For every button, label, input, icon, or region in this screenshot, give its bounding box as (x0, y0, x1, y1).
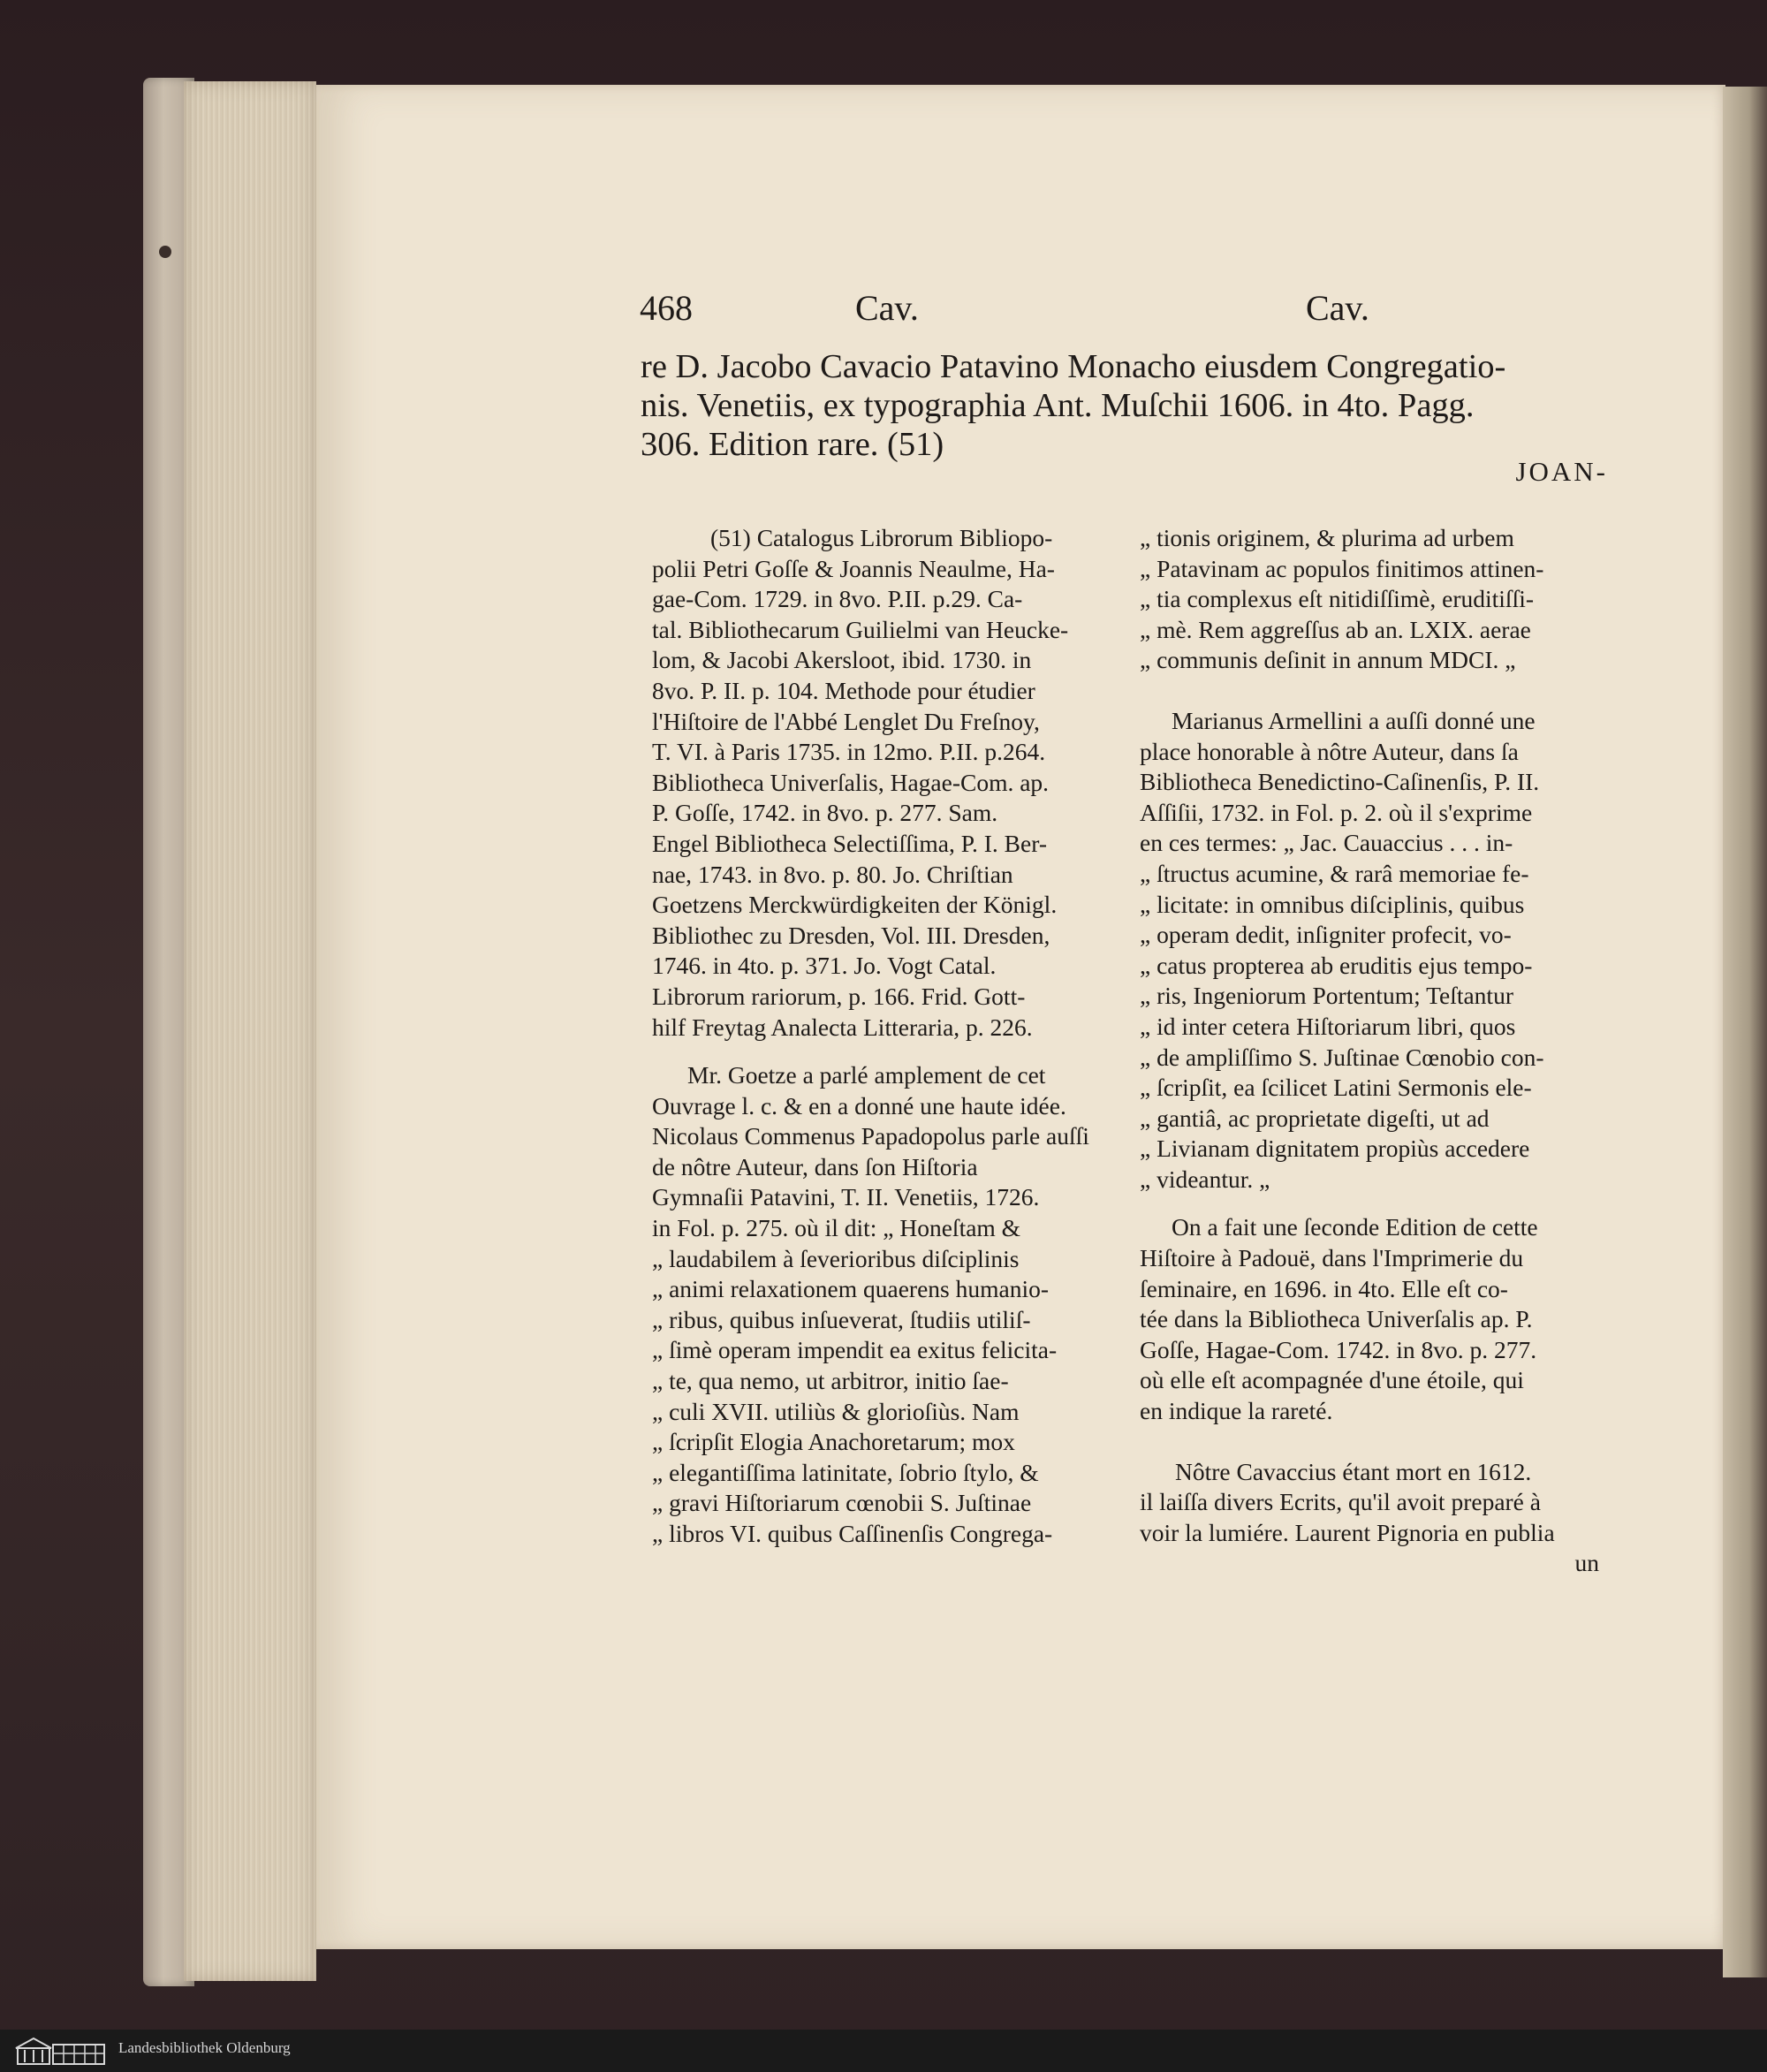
text-line: „ catus propterea ab eruditis ejus tempo- (1140, 951, 1533, 979)
text-line: voir la lumiére. Laurent Pignoria en publia (1140, 1518, 1555, 1546)
text-line: „ videantur. „ (1140, 1165, 1270, 1193)
text-line: Goetzens Merckwürdigkeiten der Königl. (652, 891, 1058, 919)
text-line: „ ris, Ingeniorum Portentum; Teſtantur (1140, 982, 1513, 1010)
running-head-left: Cav. (855, 288, 919, 328)
text-line: Aſſiſii, 1732. in Fol. p. 2. où il s'exprime (1140, 798, 1533, 826)
text-line: de nôtre Auteur, dans ſon Hiſtoria (652, 1152, 978, 1180)
text-line: „ tia complexus eſt nitidiſſimè, eruditiſſi- (1140, 585, 1535, 613)
text-line: „ Livianam dignitatem propiùs accedere (1140, 1135, 1530, 1163)
intro-line: 306. Edition rare. (51) (641, 426, 944, 463)
text-line: „ Patavinam ac populos finitimos attinen- (1140, 554, 1544, 582)
text-line: Bibliotheca Univerſalis, Hagae-Com. ap. (652, 768, 1050, 796)
book-page-right-edge (1723, 87, 1767, 1977)
text-line: Marianus Armellini a auſſi donné une (1172, 706, 1536, 734)
text-line: Mr. Goetze a parlé amplement de cet (687, 1061, 1046, 1089)
text-line: gae-Com. 1729. in 8vo. P.II. p.29. Ca- (652, 585, 1023, 613)
running-head-right: Cav. (1306, 288, 1369, 328)
intro-text (641, 347, 1608, 464)
text-line: „ te, qua nemo, ut arbitror, initio ſae- (652, 1367, 1009, 1395)
text-line: On a fait une ſeconde Edition de cette (1172, 1213, 1538, 1241)
text-paragraph (1140, 1212, 1599, 1426)
text-line: „ libros VI. quibus Caſſinenſis Congrega- (652, 1520, 1053, 1547)
text-line: Librorum rariorum, p. 166. Frid. Gott- (652, 982, 1026, 1010)
text-line: „ communis deſinit in annum MDCI. „ (1140, 646, 1516, 674)
text-line: 8vo. P. II. p. 104. Methode pour étudier (652, 676, 1035, 704)
text-line: „ ſcripſit, ea ſcilicet Latini Sermonis ele- (1140, 1074, 1532, 1102)
text-line: „ elegantiſſima latinitate, ſobrio ſtylo, & (652, 1458, 1039, 1486)
left-column (652, 523, 1111, 1550)
text-line: Engel Bibliotheca Selectiſſima, P. I. Ber- (652, 829, 1047, 857)
text-line: Ouvrage l. c. & en a donné une haute idée. (652, 1091, 1066, 1119)
text-line: lom, & Jacobi Akersloot, ibid. 1730. in (652, 646, 1032, 674)
text-paragraph (1140, 1457, 1599, 1579)
text-line: in Fol. p. 275. où il dit: „ Honeſtam & (652, 1214, 1021, 1242)
text-paragraph (1140, 706, 1599, 1195)
text-line: „ ſtructus acumine, & rarâ memoriae fe- (1140, 859, 1529, 887)
text-line: Bibliotheca Benedictino-Caſinenſis, P. II. (1140, 768, 1540, 796)
text-line: „ id inter cetera Hiſtoriarum libri, quos (1140, 1012, 1516, 1040)
text-line: il laiſſa divers Ecrits, qu'il avoit preparé à (1140, 1488, 1541, 1516)
text-line: 1746. in 4to. p. 371. Jo. Vogt Catal. (652, 952, 997, 980)
text-line: tée dans la Bibliotheca Univerſalis ap. P. (1140, 1305, 1533, 1333)
catchword-bottom: un (1574, 1549, 1599, 1577)
text-line: tal. Bibliothecarum Guilielmi van Heucke- (652, 615, 1069, 643)
text-line: „ ſimè operam impendit ea exitus felicita- (652, 1336, 1058, 1364)
right-column (1140, 523, 1599, 1579)
text-line: ſeminaire, en 1696. in 4to. Elle eſt co- (1140, 1274, 1508, 1302)
text-line: Bibliothec zu Dresden, Vol. III. Dresden, (652, 921, 1050, 949)
text-line: polii Petri Goſſe & Joannis Neaulme, Ha- (652, 554, 1055, 582)
text-line: où elle eſt acompagnée d'une étoile, qui (1140, 1366, 1524, 1394)
text-line: Goſſe, Hagae-Com. 1742. in 8vo. p. 277. (1140, 1335, 1537, 1363)
text-line: P. Goſſe, 1742. in 8vo. p. 277. Sam. (652, 799, 998, 827)
text-line: „ ſcripſit Elogia Anachoretarum; mox (652, 1428, 1015, 1456)
text-line: Hiſtoire à Padouë, dans l'Imprimerie du (1140, 1244, 1524, 1272)
text-line: „ laudabilem à ſeverioribus diſciplinis (652, 1244, 1020, 1272)
text-line: „ animi relaxationem quaerens humanio- (652, 1275, 1049, 1303)
text-paragraph (652, 1060, 1111, 1550)
text-line: place honorable à nôtre Auteur, dans ſa (1140, 737, 1519, 765)
text-line: en indique la rareté. (1140, 1397, 1333, 1425)
text-line: Nicolaus Commenus Papadopolus parle auſſi (652, 1122, 1089, 1150)
page-edges (184, 81, 316, 1981)
text-line: en ces termes: „ Jac. Cauaccius . . . in- (1140, 829, 1513, 857)
text-line: „ mè. Rem aggreſſus ab an. LXIX. aerae (1140, 615, 1531, 643)
text-line: „ de ampliſſimo S. Juſtinae Cœnobio con- (1140, 1043, 1544, 1071)
text-line: Gymnaſii Patavini, T. II. Venetiis, 1726. (652, 1183, 1040, 1211)
text-line: l'Hiſtoire de l'Abbé Lenglet Du Freſnoy, (652, 707, 1040, 735)
text-line: „ gantiâ, ac proprietate digeſti, ut ad (1140, 1104, 1490, 1132)
cover-hole (159, 246, 171, 258)
library-name: Landesbibliothek Oldenburg (118, 2039, 291, 2056)
text-line: hilf Freytag Analecta Litteraria, p. 226. (652, 1013, 1033, 1041)
page-number: 468 (640, 288, 693, 328)
text-line: „ licitate: in omnibus diſciplinis, quibus (1140, 890, 1525, 918)
library-building-icon (14, 2036, 106, 2066)
text-paragraph (1140, 523, 1599, 676)
text-line: Nôtre Cavaccius étant mort en 1612. (1175, 1457, 1532, 1485)
text-line: „ operam dedit, inſigniter profecit, vo- (1140, 921, 1512, 949)
footnote-paragraph (652, 523, 1111, 1043)
text-line: „ tionis originem, & plurima ad urbem (1140, 524, 1514, 551)
text-line: (51) Catalogus Librorum Bibliopo- (710, 524, 1053, 551)
intro-line: re D. Jacobo Cavacio Patavino Monacho eiusdem Congregatio- (641, 348, 1506, 385)
intro-line: nis. Venetiis, ex typographia Ant. Muſchii 1606. in 4to. Pagg. (641, 387, 1475, 424)
text-line: nae, 1743. in 8vo. p. 80. Jo. Chriſtian (652, 860, 1013, 888)
text-line: „ ribus, quibus inſueverat, ſtudiis utiliſ- (652, 1305, 1031, 1333)
catchword-top: JOAN- (1515, 456, 1608, 487)
text-line: „ culi XVII. utiliùs & glorioſiùs. Nam (652, 1397, 1020, 1425)
text-line: T. VI. à Paris 1735. in 12mo. P.II. p.264. (652, 738, 1046, 766)
text-line: „ gravi Hiſtoriarum cœnobii S. Juſtinae (652, 1489, 1032, 1517)
